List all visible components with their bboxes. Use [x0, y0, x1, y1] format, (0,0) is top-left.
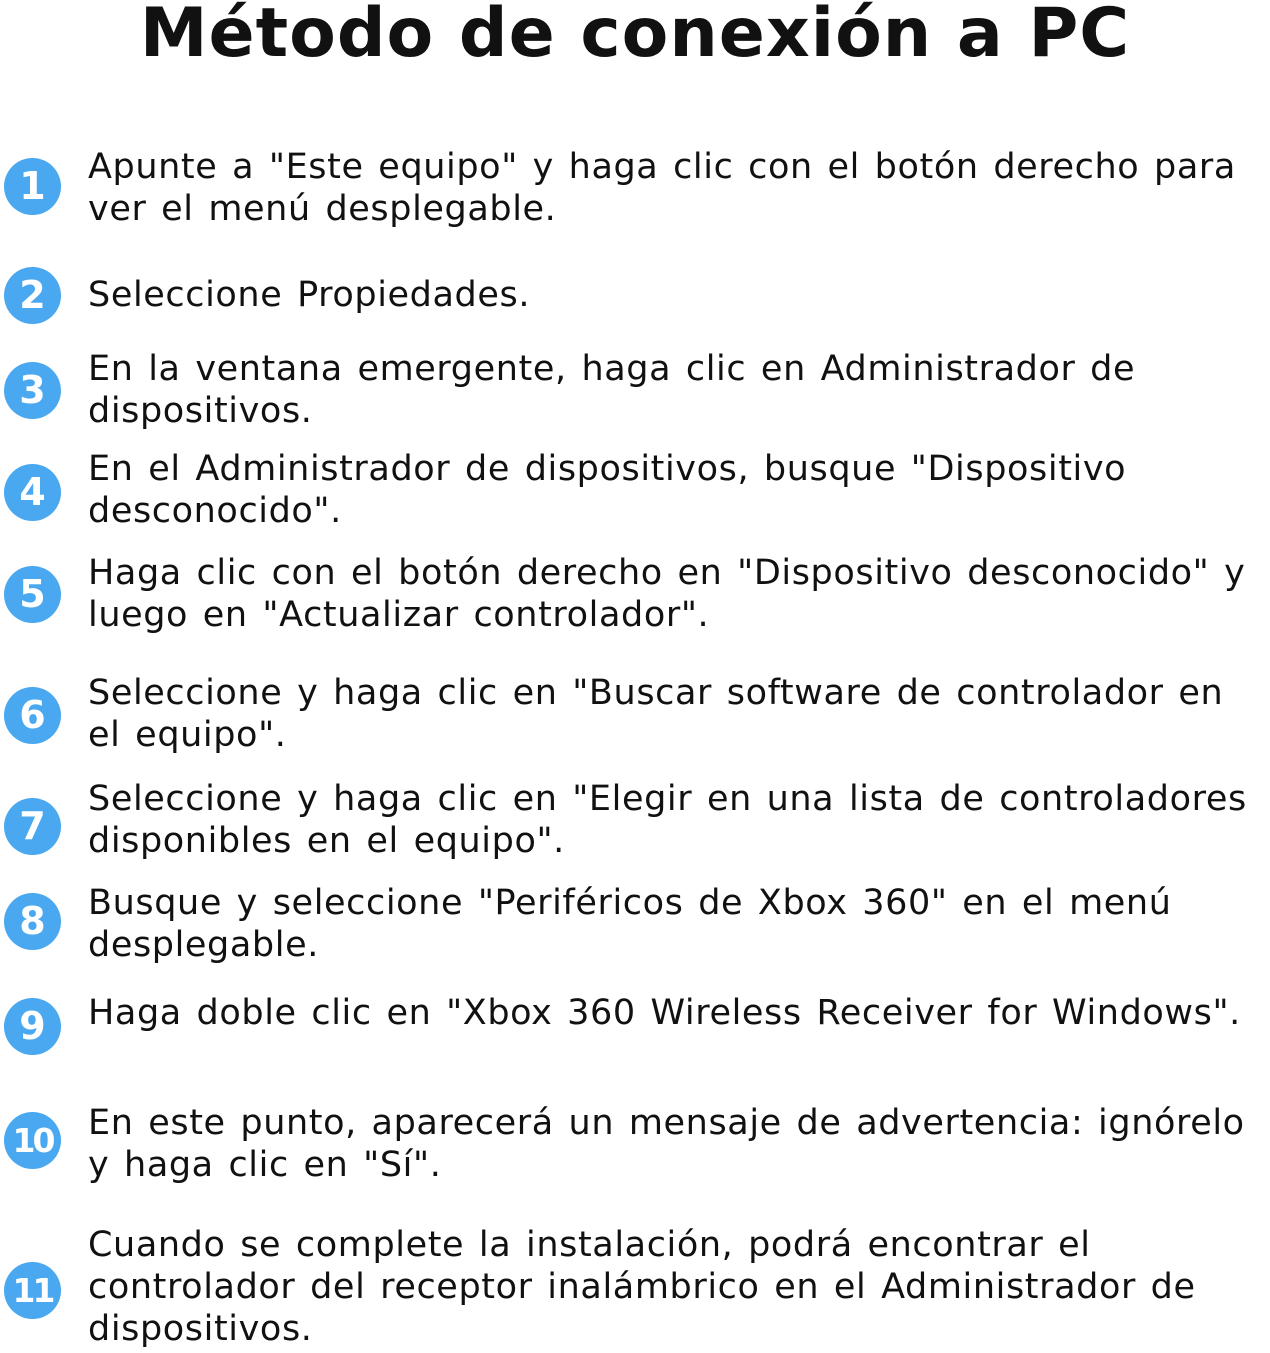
step-text: En el Administrador de dispositivos, busque "Dispositivo desconocido".	[88, 449, 1127, 531]
step-number-badge: 7	[4, 798, 61, 855]
step-number-badge: 3	[4, 362, 61, 419]
step-text: Apunte a "Este equipo" y haga clic con el botón derecho para ver el menú desplegable.	[88, 147, 1236, 229]
step-number-badge: 10	[4, 1112, 61, 1169]
step-text: En este punto, aparecerá un mensaje de advertencia: ignórelo y haga clic en "Sí".	[88, 1103, 1245, 1185]
step-number-badge: 1	[4, 158, 61, 215]
step-text: Seleccione y haga clic en "Elegir en una lista de controladores disponibles en el equipo".	[88, 779, 1247, 861]
step-text: Haga clic con el botón derecho en "Dispositivo desconocido" y luego en "Actualizar controlador".	[88, 553, 1246, 635]
step-number-badge: 2	[4, 267, 61, 324]
page-title: Método de conexión a PC	[139, 0, 1131, 73]
step-text: Busque y seleccione "Periféricos de Xbox 360" en el menú desplegable.	[88, 883, 1172, 965]
step-number-badge: 8	[4, 893, 61, 950]
step-text: Seleccione Propiedades.	[88, 275, 531, 315]
step-text: Cuando se complete la instalación, podrá encontrar el controlador del receptor inalámbrico en el Administrador de dispositivos.	[88, 1225, 1196, 1349]
step-number-badge: 4	[4, 464, 61, 521]
step-text: En la ventana emergente, haga clic en Administrador de dispositivos.	[88, 349, 1136, 431]
step-number-badge: 5	[4, 566, 61, 623]
step-number-badge: 11	[4, 1262, 61, 1319]
step-number-badge: 6	[4, 687, 61, 744]
step-text: Seleccione y haga clic en "Buscar software de controlador en el equipo".	[88, 673, 1224, 755]
step-number-badge: 9	[4, 998, 61, 1055]
step-text: Haga doble clic en "Xbox 360 Wireless Receiver for Windows".	[88, 993, 1241, 1033]
